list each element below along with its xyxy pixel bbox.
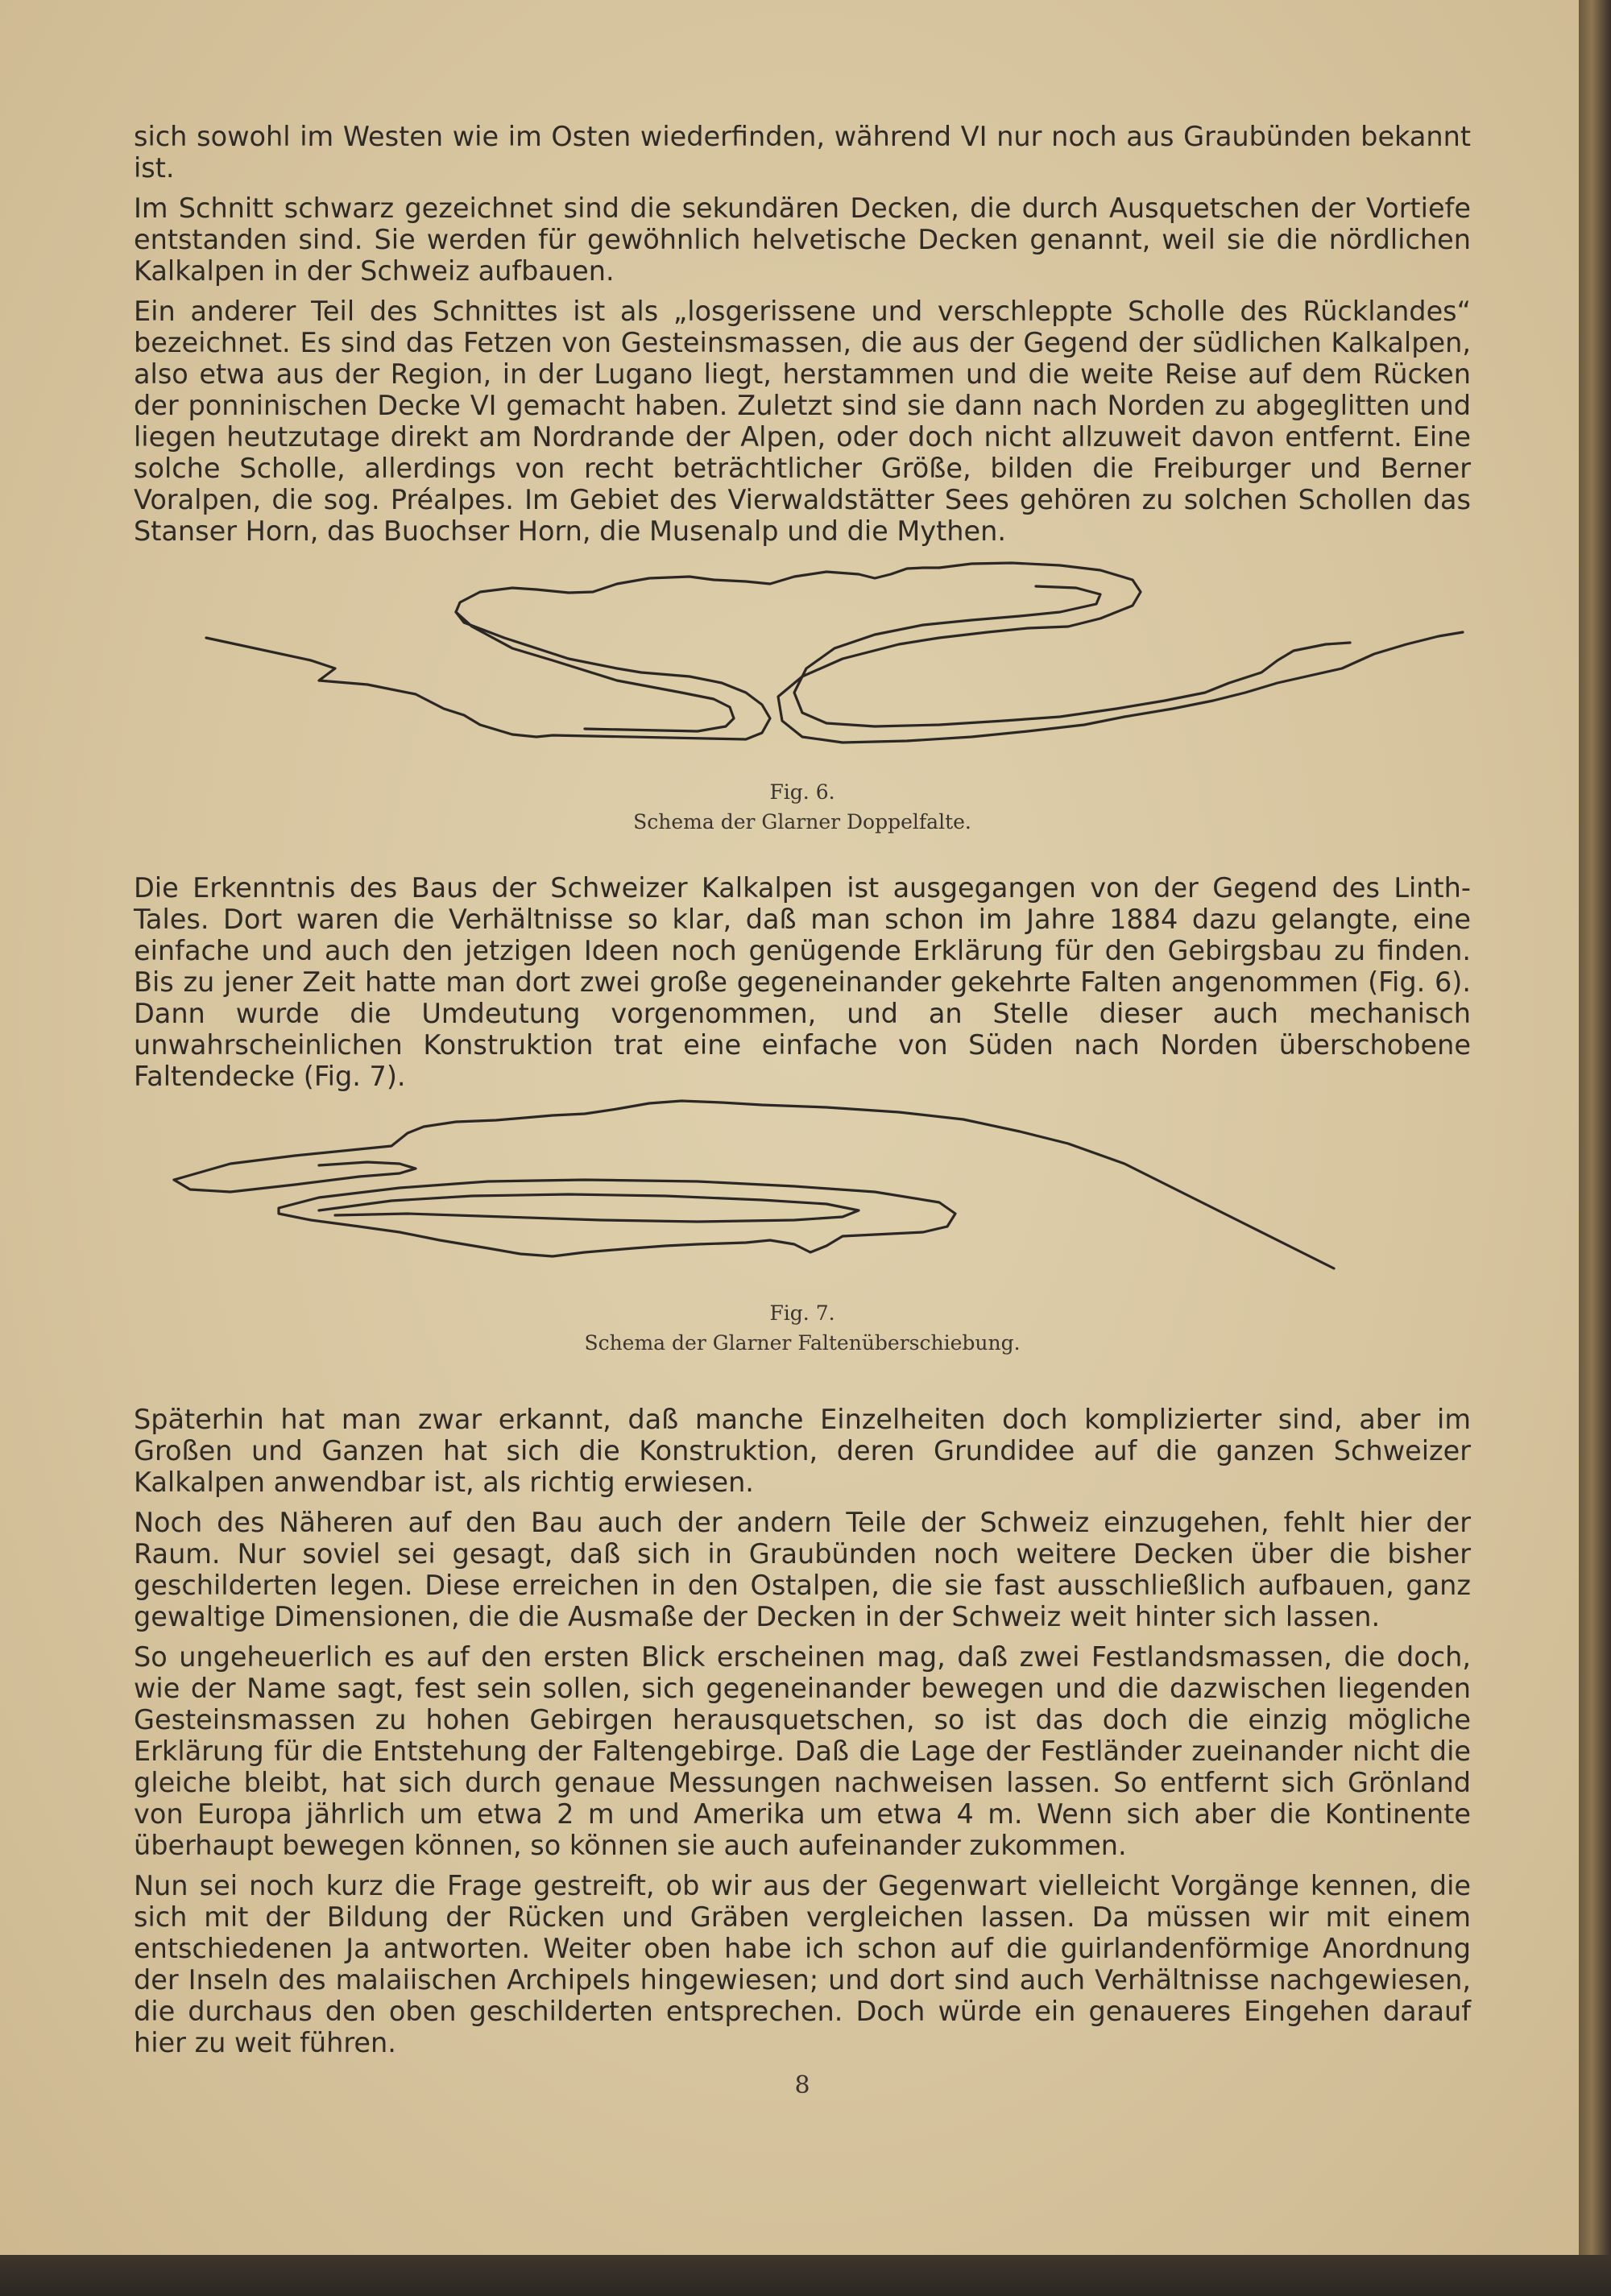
figure-6-caption bbox=[134, 777, 1471, 837]
page-number: 8 bbox=[794, 2071, 810, 2099]
book-edge bbox=[1579, 0, 1611, 2296]
left-fold-inner bbox=[456, 612, 734, 731]
figure-7-diagram bbox=[134, 1075, 1471, 1301]
text-block-middle bbox=[134, 872, 1471, 1101]
figure-6-diagram bbox=[134, 548, 1471, 781]
double-fold-schema-drawing bbox=[134, 548, 1471, 781]
figure-7-caption bbox=[134, 1298, 1471, 1358]
paragraph: Nun sei noch kurz die Frage gestreift, ob wir aus der Gegenwart vielleicht Vorgänge kennen, die sich mit der Bildung der Rücken und Gräben vergleichen lassen. Da müssen wir mit einem entschiedenen Ja antworten. Weiter oben habe ich schon auf die guirlandenförmige Anordnung der Inseln des malaiischen Archipels hingewiesen; und dort sind auch Verhältnisse nachgewiesen, die durchaus den oben geschilderten entsprechen. Doch würde ein genaueres Eingehen darauf hier zu weit führen. bbox=[134, 1870, 1471, 2058]
text-block-bottom bbox=[134, 1404, 1471, 2067]
paragraph: Noch des Näheren auf den Bau auch der andern Teile der Schweiz einzugehen, fehlt hier der Raum. Nur soviel sei gesagt, daß sich in Graubünden noch weitere Decken über die bisher geschilderten legen. Diese erreichen in den Ostalpen, die sie fast ausschließlich aufbauen, ganz gewaltige Dimensionen, die die Ausmaße der Decken in der Schweiz weit hinter sich lassen. bbox=[134, 1507, 1471, 1632]
nappe-lower-outline bbox=[174, 1162, 416, 1192]
figure-label: Fig. 6. bbox=[769, 780, 835, 804]
recumbent-fold-outline bbox=[279, 1180, 955, 1256]
book-bottom-edge bbox=[0, 2255, 1611, 2296]
text-block-top bbox=[134, 121, 1471, 556]
figure-caption-text: Schema der Glarner Doppelfalte. bbox=[633, 810, 971, 834]
paragraph: Die Erkenntnis des Baus der Schweizer Kalkalpen ist ausgegangen von der Gegend des Linth-Tales. Dort waren die Verhältnisse so klar, daß man schon im Jahre 1884 dazu gelangte, eine einfache und auch den jetzigen Ideen noch genügende Erklärung für den Gebirgsbau zu finden. Bis zu jener Zeit hatte man dort zwei große gegeneinander gekehrte Falten angenommen (Fig. 6). Dann wurde die Umdeutung vorgenommen, und an Stelle dieser auch mechanisch unwahrscheinlichen Konstruktion trat eine einfache von Süden nach Norden überschobene Faltendecke (Fig. 7). bbox=[134, 872, 1471, 1092]
paragraph: Im Schnitt schwarz gezeichnet sind die sekundären Decken, die durch Ausquetschen der Vortiefe entstanden sind. Sie werden für gewöhnlich helvetische Decken genannt, weil sie die nördlichen Kalkalpen in der Schweiz aufbauen. bbox=[134, 192, 1471, 287]
paragraph: sich sowohl im Westen wie im Osten wiederfinden, während VI nur noch aus Graubünden bekannt ist. bbox=[134, 121, 1471, 184]
paragraph: Ein anderer Teil des Schnittes ist als „losgerissene und verschleppte Scholle des Rücklandes“ bezeichnet. Es sind das Fetzen von Gesteinsmassen, die aus der Gegend der südlichen Kalkalpen, also etwa aus der Region, in der Lugano liegt, herstammen und die weite Reise auf dem Rücken der ponninischen Decke VI gemacht haben. Zuletzt sind sie dann nach Norden zu abgeglitten und liegen heutzutage direkt am Nordrande der Alpen, oder doch nicht allzuweit davon entfernt. Eine solche Scholle, allerdings von recht beträchtlicher Größe, bilden die Freiburger und Berner Voralpen, die sog. Préalpes. Im Gebiet des Vierwaldstätter Sees gehören zu solchen Schollen das Stanser Horn, das Buochser Horn, die Musenalp und die Mythen. bbox=[134, 296, 1471, 547]
paragraph: Späterhin hat man zwar erkannt, daß manche Einzelheiten doch komplizierter sind, aber im Großen und Ganzen hat sich die Konstruktion, deren Grundidee auf die ganzen Schweizer Kalkalpen anwendbar ist, als richtig erwiesen. bbox=[134, 1404, 1471, 1498]
figure-caption-text: Schema der Glarner Faltenüberschiebung. bbox=[584, 1331, 1021, 1355]
right-fold-outline bbox=[778, 563, 1463, 743]
recumbent-fold-inner bbox=[319, 1194, 859, 1222]
figure-label: Fig. 7. bbox=[769, 1301, 835, 1325]
fold-overthrust-schema-drawing bbox=[134, 1075, 1471, 1301]
paragraph: So ungeheuerlich es auf den ersten Blick erscheinen mag, daß zwei Festlandsmassen, die doch, wie der Name sagt, fest sein sollen, sich gegeneinander bewegen und die dazwischen liegenden Gesteinsmassen zu hohen Gebirgen herausquetschen, so ist das doch die einzig mögliche Erklärung für die Entstehung der Faltengebirge. Daß die Lage der Festländer zueinander nicht die gleiche bleibt, hat sich durch genaue Messungen nachweisen lassen. So entfernt sich Grönland von Europa jährlich um etwa 2 m und Amerika um etwa 4 m. Wenn sich aber die Kontinente überhaupt bewegen können, so können sie auch aufeinander zukommen. bbox=[134, 1641, 1471, 1861]
right-fold-inner bbox=[794, 586, 1350, 726]
